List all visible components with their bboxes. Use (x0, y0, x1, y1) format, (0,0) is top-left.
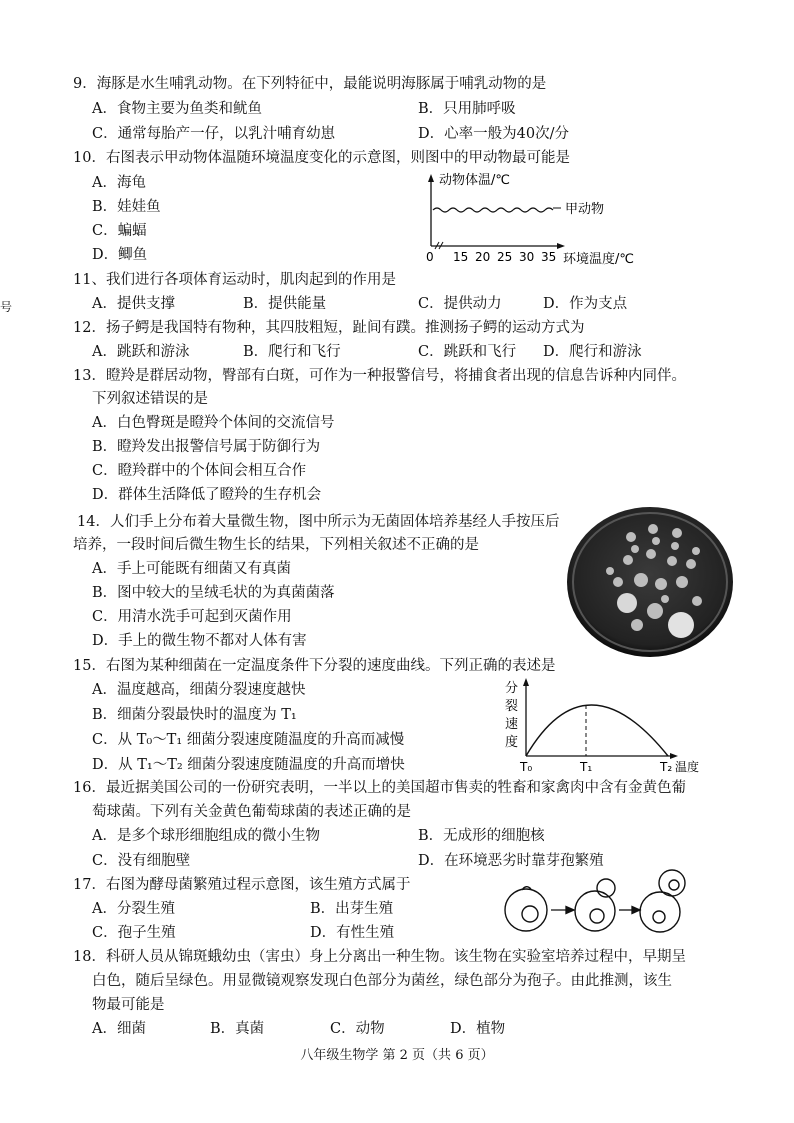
q14-stem-cont: 培养，一段时间后微生物生长的结果，下列相关叙述不正确的是 (73, 537, 479, 553)
q10-option-a[interactable]: A．海龟 (92, 175, 146, 191)
graph-origin-label: 0 (426, 250, 434, 264)
q13-option-c[interactable]: C．瞪羚群中的个体间会相互合作 (92, 463, 307, 479)
q9-option-b[interactable]: B．只用肺呼吸 (418, 101, 516, 117)
y-label-char: 度 (505, 735, 519, 750)
series-label: 甲动物 (565, 202, 605, 217)
yeast-nucleus-1 (522, 906, 538, 922)
q9-option-c[interactable]: C．通常每胎产一仔，以乳汁哺育幼崽 (92, 126, 336, 142)
q18-stem-cont: 白色，随后呈绿色。用显微镜观察发现白色部分为菌丝，绿色部分为孢子。由此推测，该生 (92, 973, 672, 989)
x-tick-label: 20 (475, 250, 491, 264)
q16-option-c[interactable]: C．没有细胞壁 (92, 853, 191, 869)
y-axis-arrow (428, 174, 434, 182)
q13-option-d[interactable]: D．群体生活降低了瞪羚的生存机会 (92, 487, 322, 503)
yeast-cell-3 (640, 892, 680, 932)
t2-label: T₂ (660, 760, 673, 774)
yeast-nucleus-2 (590, 909, 604, 923)
q15-option-c[interactable]: C．从 T₀～T₁ 细菌分裂速度随温度的升高而减慢 (92, 732, 405, 748)
q18-stem: 18．科研人员从锦斑蛾幼虫（害虫）身上分离出一种生物。该生物在实验室培养过程中，早期呈 (73, 949, 686, 965)
y-axis-arrow (523, 678, 529, 686)
x-tick-label: 30 (519, 250, 535, 264)
yeast-bud-3 (659, 870, 685, 896)
q11-option-d[interactable]: D．作为支点 (543, 296, 628, 312)
yeast-budding-diagram (500, 868, 725, 940)
q17-option-d[interactable]: D．有性生殖 (310, 925, 395, 941)
q10-option-b[interactable]: B．娃娃鱼 (92, 199, 161, 215)
yeast-nucleus-3 (653, 911, 665, 923)
q15-stem: 15．右图为某种细菌在一定温度条件下分裂的速度曲线。下列正确的表述是 (73, 658, 556, 674)
q17-option-b[interactable]: B．出芽生殖 (310, 901, 394, 917)
q18-stem-cont2: 物最可能是 (92, 997, 165, 1013)
q12-option-c[interactable]: C．跳跃和飞行 (418, 344, 517, 360)
q14-option-d[interactable]: D．手上的微生物不都对人体有害 (92, 633, 307, 649)
division-speed-curve (526, 705, 668, 756)
q18-option-b[interactable]: B．真菌 (210, 1021, 265, 1037)
q15-option-b[interactable]: B．细菌分裂最快时的温度为 T₁ (92, 707, 297, 723)
q14-option-a[interactable]: A．手上可能既有细菌又有真菌 (92, 561, 291, 577)
yeast-bud-nucleus-3 (669, 880, 679, 890)
q13-option-b[interactable]: B．瞪羚发出报警信号属于防御行为 (92, 439, 321, 455)
q18-option-d[interactable]: D．植物 (450, 1021, 506, 1037)
q15-option-a[interactable]: A．温度越高，细菌分裂速度越快 (92, 682, 306, 698)
division-speed-graph (500, 674, 700, 776)
body-temperature-graph (415, 168, 650, 268)
binding-margin-mark: 号 (0, 300, 13, 314)
q12-option-a[interactable]: A．跳跃和游泳 (92, 344, 190, 360)
q18-option-a[interactable]: A．细菌 (92, 1021, 146, 1037)
q18-option-c[interactable]: C．动物 (330, 1021, 385, 1037)
y-label-char: 速 (505, 717, 519, 732)
arrow-head-2 (632, 907, 640, 914)
q9-option-a[interactable]: A．食物主要为鱼类和鱿鱼 (92, 101, 262, 117)
q16-option-d[interactable]: D．在环境恶劣时靠芽孢繁殖 (418, 853, 604, 869)
q17-stem: 17．右图为酵母菌繁殖过程示意图，该生殖方式属于 (73, 877, 411, 893)
page-footer: 八年级生物学 第 2 页（共 6 页） (300, 1048, 494, 1063)
q11-stem: 11、我们进行各项体育运动时，肌肉起到的作用是 (73, 272, 396, 288)
q16-stem: 16．最近据美国公司的一份研究表明，一半以上的美国超市售卖的牲畜和家禽肉中含有金黄色葡 (73, 780, 686, 796)
q11-option-a[interactable]: A．提供支撑 (92, 296, 175, 312)
petri-dish-handprint-photo (565, 505, 735, 659)
q13-option-a[interactable]: A．白色臀斑是瞪羚个体间的交流信号 (92, 415, 335, 431)
graph-x-label: 环境温度/℃ (563, 252, 634, 267)
q17-option-c[interactable]: C．孢子生殖 (92, 925, 176, 941)
q12-option-d[interactable]: D．爬行和游泳 (543, 344, 642, 360)
animal-temperature-curve (433, 208, 553, 212)
q10-stem: 10．右图表示甲动物体温随环境温度变化的示意图，则图中的甲动物最可能是 (73, 150, 570, 166)
q17-option-a[interactable]: A．分裂生殖 (92, 901, 175, 917)
t0-label: T₀ (520, 760, 533, 774)
x-tick-label: 25 (497, 250, 513, 264)
q9-option-d[interactable]: D．心率一般为40次/分 (418, 126, 569, 142)
q11-option-c[interactable]: C．提供动力 (418, 296, 502, 312)
graph-y-label: 动物体温/℃ (439, 173, 510, 188)
q16-option-a[interactable]: A．是多个球形细胞组成的微小生物 (92, 828, 320, 844)
y-label-char: 裂 (505, 699, 519, 714)
q14-stem: 14．人们手上分布着大量微生物，图中所示为无菌固体培养基经人手按压后 (77, 514, 560, 530)
q14-option-c[interactable]: C．用清水洗手可起到灭菌作用 (92, 609, 292, 625)
yeast-cell-1 (505, 889, 547, 931)
q16-stem-cont: 萄球菌。下列有关金黄色葡萄球菌的表述正确的是 (92, 804, 411, 820)
arrow-head-1 (566, 907, 574, 914)
q12-option-b[interactable]: B．爬行和飞行 (243, 344, 341, 360)
q10-option-c[interactable]: C．蝙蝠 (92, 223, 147, 239)
q13-stem-cont: 下列叙述错误的是 (92, 391, 208, 407)
x-tick-label: 35 (541, 250, 557, 264)
y-label-char: 分 (505, 681, 519, 696)
q11-option-b[interactable]: B．提供能量 (243, 296, 327, 312)
x-tick-label: 15 (453, 250, 469, 264)
q16-option-b[interactable]: B．无成形的细胞核 (418, 828, 545, 844)
q10-option-d[interactable]: D．鲫鱼 (92, 247, 148, 263)
q14-option-b[interactable]: B．图中较大的呈绒毛状的为真菌菌落 (92, 585, 335, 601)
q13-stem: 13．瞪羚是群居动物，臀部有白斑，可作为一种报警信号，将捕食者出现的信息告诉种内同伴。 (73, 368, 686, 384)
x-axis-arrow (670, 753, 678, 759)
x-axis-arrow (557, 243, 565, 249)
q12-stem: 12．扬子鳄是我国特有物种，其四肢粗短，趾间有蹼。推测扬子鳄的运动方式为 (73, 320, 585, 336)
q15-option-d[interactable]: D．从 T₁～T₂ 细菌分裂速度随温度的升高而增快 (92, 757, 405, 773)
t1-label: T₁ (580, 760, 593, 774)
graph-x-label: 温度 (675, 760, 700, 774)
q9-stem: 9．海豚是水生哺乳动物。在下列特征中，最能说明海豚属于哺乳动物的是 (73, 76, 547, 92)
